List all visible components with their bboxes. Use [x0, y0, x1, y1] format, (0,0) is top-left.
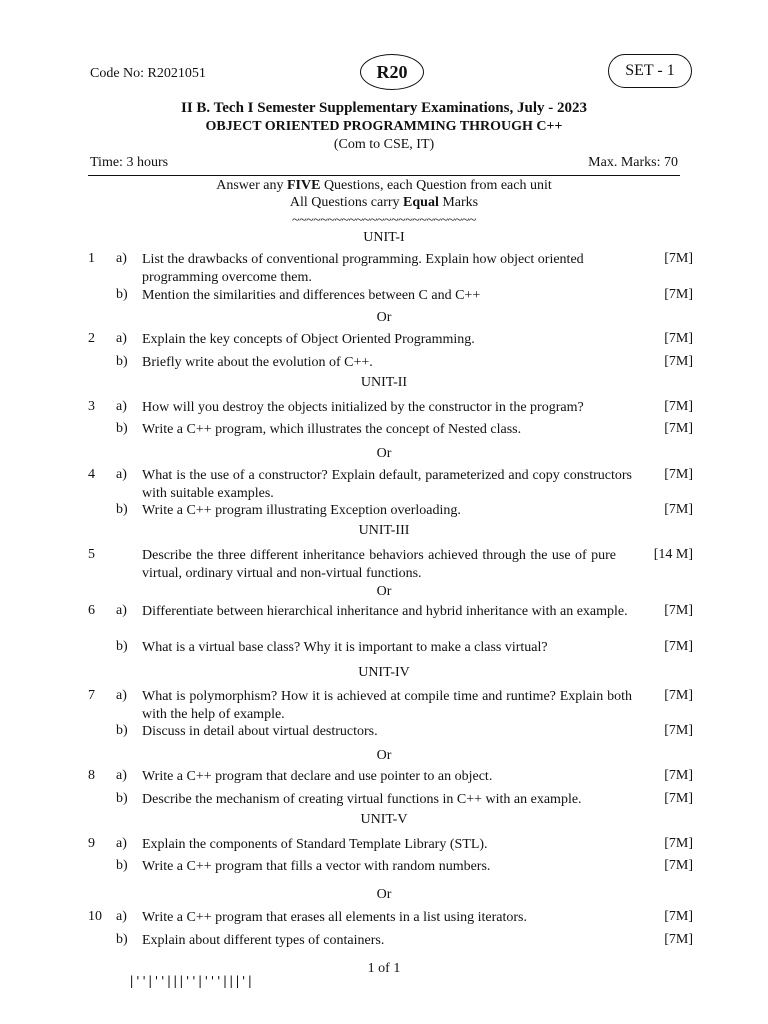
part-label: a) [116, 768, 127, 783]
or-separator: Or [376, 310, 392, 325]
question-text: Briefly write about the evolution of C++. [142, 355, 373, 370]
question-number: 10 [88, 909, 102, 924]
question-number: 4 [88, 467, 95, 482]
subject-title: OBJECT ORIENTED PROGRAMMING THROUGH C++ [205, 119, 563, 134]
question-text: Describe the three different inheritance behaviors achieved through the use of pure virtual, ordinary virtual and non-virtual functions. [142, 548, 616, 581]
unit-heading: UNIT-III [358, 523, 410, 538]
question-text: List the drawbacks of conventional programming. Explain how object oriented programming overcome them. [142, 252, 584, 285]
part-label: b) [116, 287, 128, 302]
question-number: 6 [88, 603, 95, 618]
instruction-text: Answer any [216, 178, 287, 193]
regulation-label: R20 [376, 61, 408, 82]
part-label: b) [116, 791, 128, 806]
exam-code: Code No: R2021051 [90, 66, 206, 81]
question-number: 3 [88, 399, 95, 414]
question-text: Write a C++ program illustrating Exception overloading. [142, 503, 461, 518]
time-allowed: Time: 3 hours [90, 155, 169, 170]
instruction-emphasis: Equal [403, 195, 439, 210]
question-text: Explain the components of Standard Template Library (STL). [142, 837, 488, 852]
barcode: |''|''|||''|'''|||'| [128, 974, 253, 988]
part-label: a) [116, 909, 127, 924]
part-label: a) [116, 688, 127, 703]
question-number: 8 [88, 768, 95, 783]
instruction-text: All Questions carry [289, 195, 404, 210]
marks-label: [7M] [664, 639, 693, 654]
question-text: Mention the similarities and differences between C and C++ [142, 288, 481, 303]
regulation-badge [360, 54, 424, 90]
part-label: a) [116, 251, 127, 266]
question-number: 7 [88, 688, 95, 703]
question-text: Write a C++ program that declare and use pointer to an object. [142, 769, 493, 784]
marks-label: [7M] [664, 502, 693, 517]
part-label: a) [116, 399, 127, 414]
question-text: Write a C++ program that erases all elements in a list using iterators. [142, 910, 527, 925]
or-separator: Or [376, 748, 392, 763]
unit-heading: UNIT-IV [358, 665, 410, 680]
instruction-emphasis: FIVE [286, 178, 321, 193]
set-badge [608, 54, 692, 88]
marks-label: [7M] [664, 932, 693, 947]
part-label: a) [116, 331, 127, 346]
instruction-text: Questions, each Question from each unit [320, 178, 552, 193]
part-label: a) [116, 467, 127, 482]
question-text: What is polymorphism? How it is achieved at compile time and runtime? Explain both with the help of example. [142, 689, 632, 722]
or-separator: Or [376, 446, 392, 461]
question-text: Write a C++ program that fills a vector with random numbers. [142, 859, 491, 874]
part-label: a) [116, 603, 127, 618]
marks-label: [7M] [664, 603, 693, 618]
instruction-text: Marks [438, 195, 479, 210]
marks-label: [7M] [664, 399, 693, 414]
tilde-divider: ~~~~~~~~~~~~~~~~~~~~~~~~~~ [292, 213, 476, 228]
question-text: What is the use of a constructor? Explain default, parameterized and copy constructors with suitable examples. [142, 468, 632, 501]
unit-heading: UNIT-V [360, 812, 408, 827]
instruction-line-2 [0, 195, 768, 211]
question-text: Explain about different types of containers. [142, 933, 385, 948]
question-number: 9 [88, 836, 95, 851]
question-text: What is a virtual base class? Why it is important to make a class virtual? [142, 640, 548, 655]
max-marks: Max. Marks: 70 [588, 155, 678, 170]
part-label: b) [116, 354, 128, 369]
marks-label: [7M] [664, 251, 693, 266]
part-label: b) [116, 421, 128, 436]
marks-label: [7M] [664, 287, 693, 302]
question-text: Explain the key concepts of Object Oriented Programming. [142, 332, 475, 347]
question-number: 5 [88, 547, 95, 562]
or-separator: Or [376, 584, 392, 599]
question-text: Write a C++ program, which illustrates the concept of Nested class. [142, 422, 522, 437]
part-label: b) [116, 932, 128, 947]
marks-label: [7M] [664, 467, 693, 482]
marks-label: [7M] [664, 688, 693, 703]
marks-label: [7M] [664, 421, 693, 436]
instruction-line-1 [0, 178, 768, 194]
question-text: Describe the mechanism of creating virtual functions in C++ with an example. [142, 792, 582, 807]
marks-label: [7M] [664, 768, 693, 783]
header-divider [88, 175, 680, 176]
part-label: b) [116, 858, 128, 873]
question-number: 1 [88, 251, 95, 266]
exam-title: II B. Tech I Semester Supplementary Examinations, July - 2023 [180, 100, 587, 116]
or-separator: Or [376, 887, 392, 902]
marks-label: [7M] [664, 791, 693, 806]
page-number: 1 of 1 [367, 961, 401, 976]
unit-heading: UNIT-II [360, 375, 408, 390]
marks-label: [7M] [664, 723, 693, 738]
part-label: b) [116, 723, 128, 738]
branch-info: (Com to CSE, IT) [333, 137, 435, 152]
part-label: b) [116, 639, 128, 654]
part-label: b) [116, 502, 128, 517]
marks-label: [7M] [664, 836, 693, 851]
part-label: a) [116, 836, 127, 851]
marks-label: [7M] [664, 354, 693, 369]
question-number: 2 [88, 331, 95, 346]
marks-label: [7M] [664, 858, 693, 873]
set-label: SET - 1 [625, 62, 675, 79]
marks-label: [7M] [664, 909, 693, 924]
question-text: Differentiate between hierarchical inheritance and hybrid inheritance with an example. [142, 604, 628, 619]
unit-heading: UNIT-I [363, 230, 405, 245]
marks-label: [7M] [664, 331, 693, 346]
question-text: How will you destroy the objects initialized by the constructor in the program? [142, 400, 584, 415]
question-text: Discuss in detail about virtual destructors. [142, 724, 378, 739]
marks-label: [14 M] [653, 547, 693, 562]
